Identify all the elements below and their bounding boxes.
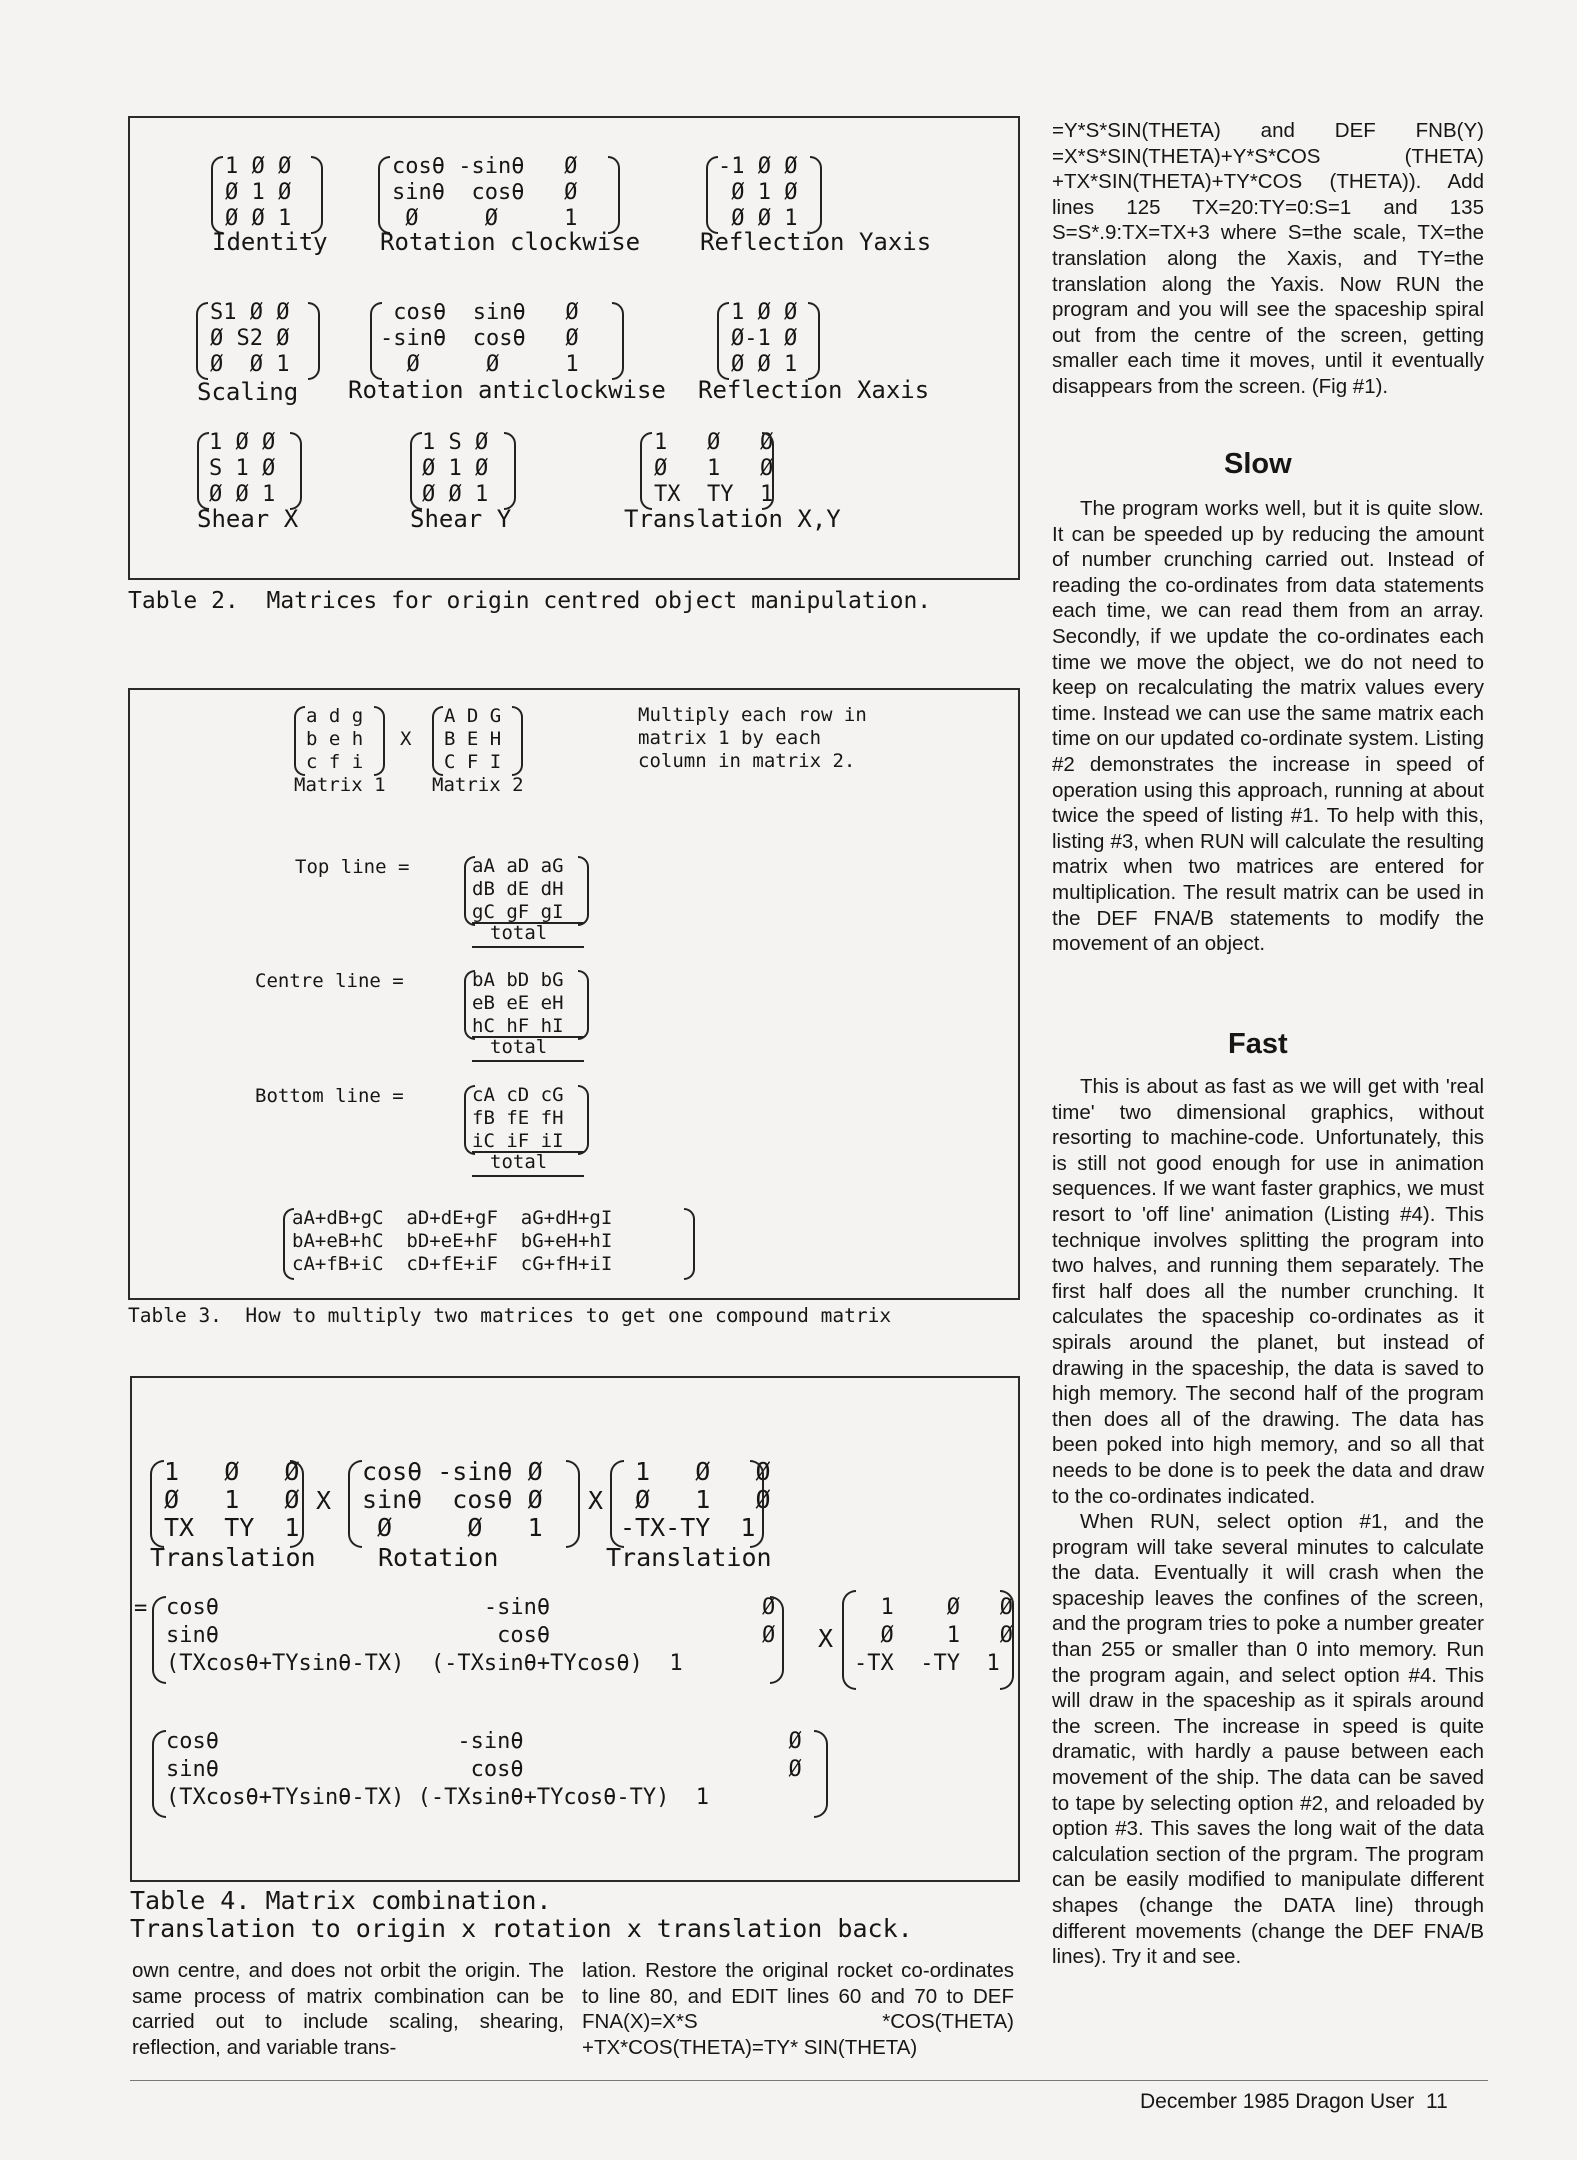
table2-caption: Table 2. Matrices for origin centred object manipulation. — [128, 588, 932, 614]
label-rotation: Rotation — [378, 1543, 499, 1572]
bracket — [566, 1460, 580, 1548]
bracket — [1000, 1590, 1014, 1690]
bracket — [152, 1730, 166, 1818]
matrix-rotation: cosθ -sinθ Ø sinθ cosθ Ø Ø Ø 1 — [362, 1457, 543, 1542]
times-sign: X — [400, 728, 412, 750]
page-footer: December 1985 Dragon User 11 — [1140, 2090, 1448, 2113]
fast-paragraphs: This is about as fast as we will get with 'real time' two dimensional graphics, without resorting to machine-code. Unfortunately, this is still not good enough for use in animation sequences. If we want faster graphics, we must resort to 'off line' animation (Listing #4). This technique involves splitting the program into two halves, and running them separately. The first half does all the number crunching. It calculates the spaceship co-ordinates as it spirals around the planet, but instead of drawing in the spaceship, the data is saved to high memory. The second half of the program then does all of the drawing. The data has been poked into high memory, and so all that needs to be done is to peek the data and draw to the co-ordinates indicated. When RUN, select option #1, and the program will take several minutes to calculate the data. Eventually it will crash when the spaceship leaves the confines of the screen, and the program tries to poke a number greater than 255 or smaller than 0 into memory. Run the program again, and select option #4. This will draw in the spaceship as it spirals around the screen. The increase in speed is quite dramatic, with hardly a pause between each movement of the ship. The data can be saved to tape by selecting option #2, and reloaded by option #3. This saves the long wait of the data calculation section of the prgram. The program can be easily modified to manipulate different shapes (change the DATA line) through different movements (change the DEF FNA/B lines). Try it and see. — [1052, 1075, 1484, 1969]
matrix-rotation-clockwise: cosθ -sinθ Ø sinθ cosθ Ø Ø Ø 1 — [392, 154, 578, 231]
bracket — [432, 706, 443, 776]
bracket — [640, 432, 652, 510]
times-sign: X — [588, 1486, 604, 1515]
bracket — [374, 706, 385, 776]
label-translation-xy: Translation X,Y — [624, 505, 841, 533]
bracket — [211, 156, 223, 234]
label-reflection-yaxis: Reflection Yaxis — [700, 228, 932, 256]
label-shear-x: Shear X — [197, 505, 299, 533]
table3-caption: Table 3. How to multiply two matrices to get one compound matrix — [128, 1304, 892, 1327]
table4-caption-2: Translation to origin x rotation x translation back. — [130, 1914, 913, 1943]
bracket — [197, 432, 209, 510]
centre-line-label: Centre line = — [255, 970, 404, 992]
bracket — [512, 706, 523, 776]
bracket — [717, 302, 729, 380]
bracket — [308, 302, 320, 380]
bracket — [290, 1460, 304, 1548]
top-line-label: Top line = — [295, 856, 410, 878]
bottom-line-matrix: cA cD cG fB fE fH iC iF iI — [472, 1084, 564, 1152]
label-scaling: Scaling — [197, 378, 299, 406]
final-matrix: cosθ -sinθ Ø sinθ cosθ Ø (TXcosθ+TYsinθ-TX) (-TXsinθ+TYcosθ-TY) 1 — [166, 1729, 802, 1810]
total-rule — [472, 946, 584, 948]
label-translation-1: Translation — [150, 1543, 316, 1572]
matrix-scaling: S1 Ø Ø Ø S2 Ø Ø Ø 1 — [210, 300, 290, 377]
bracket — [578, 856, 589, 926]
matrix-translation-to-origin: 1 Ø Ø Ø 1 Ø TX TY 1 — [164, 1457, 300, 1542]
bracket — [706, 156, 718, 234]
bracket — [378, 156, 390, 234]
bracket — [410, 432, 422, 510]
bracket — [578, 1085, 589, 1155]
label-translation-2: Translation — [606, 1543, 772, 1572]
heading-fast: Fast — [1228, 1028, 1288, 1060]
slow-paragraph: The program works well, but it is quite slow. It can be speeded up by reducing the amount of number crunching carried out. Instead of reading the co-ordinates from data statements each time, we can read them from an array. Secondly, if we update the co-ordinates each time we move the object, we do not need to keep on recalculating the matrix values every time. Instead we can use the same matrix each time on our updated co-ordinate system. Listing #2 demonstrates the increase in speed of operation using this approach, running at about twice the speed of listing #1. To help with this, listing #3, when RUN will calculate the resulting matrix when two matrices are entered for multiplication. The result matrix can be used in the DEF FNA/B statements to modify the movement of an object. — [1052, 497, 1484, 956]
matrix-identity: 1 Ø Ø Ø 1 Ø Ø Ø 1 — [225, 154, 292, 231]
matrix-shear-y: 1 S Ø Ø 1 Ø Ø Ø 1 — [422, 430, 489, 507]
matrix-shear-x: 1 Ø Ø S 1 Ø Ø Ø 1 — [209, 430, 276, 507]
times-sign: X — [818, 1624, 834, 1653]
total-rule — [472, 1060, 584, 1062]
matrix-translation-back: 1 Ø Ø Ø 1 Ø -TX-TY 1 — [620, 1457, 771, 1542]
top-line-matrix: aA aD aG dB dE dH gC gF gI — [472, 855, 564, 923]
bracket — [152, 1596, 166, 1684]
matrix-1: a d g b e h c f i — [306, 705, 364, 773]
bracket — [808, 302, 820, 380]
matrix-2-label: Matrix 2 — [432, 774, 524, 796]
bracket — [311, 156, 323, 234]
equals-sign: = — [134, 1596, 148, 1621]
total-rule — [472, 1175, 584, 1177]
bottom-left-text: own centre, and does not orbit the origin. The same process of matrix combination can be carried out to include scaling, shearing, reflection, and variable trans- — [132, 1959, 564, 2059]
bracket — [348, 1460, 362, 1548]
label-rotation-clockwise: Rotation clockwise — [380, 228, 641, 256]
bracket — [504, 432, 516, 510]
bracket — [684, 1208, 695, 1280]
matrix-translation-back-2: 1 Ø Ø Ø 1 Ø -TX -TY 1 — [854, 1595, 1013, 1676]
centre-line-total: total — [490, 1036, 548, 1058]
label-reflection-xaxis: Reflection Xaxis — [698, 376, 930, 404]
centre-line-matrix: bA bD bG eB eE eH hC hF hI — [472, 969, 564, 1037]
bracket — [150, 1460, 164, 1548]
bracket — [612, 302, 624, 380]
top-line-total: total — [490, 922, 548, 944]
matrix-translation-xy: 1 Ø Ø Ø 1 Ø TX TY 1 — [654, 430, 774, 507]
partial-product-matrix: cosθ -sinθ Ø sinθ cosθ Ø (TXcosθ+TYsinθ-TX) (-TXsinθ+TYcosθ) 1 — [166, 1595, 776, 1676]
table4-caption-1: Table 4. Matrix combination. — [130, 1886, 552, 1915]
matrix-reflection-xaxis: 1 Ø Ø Ø-1 Ø Ø Ø 1 — [731, 300, 798, 377]
bottom-middle-text: lation. Restore the original rocket co-ordinates to line 80, and EDIT lines 60 and 70 to DEF FNA(X)=X*S *COS(THETA) +TX*COS(THETA)=TY* SIN(THETA) — [582, 1959, 1014, 2059]
bracket — [750, 1460, 764, 1548]
matrix-2: A D G B E H C F I — [444, 705, 502, 773]
bracket — [578, 970, 589, 1040]
bracket — [762, 432, 774, 510]
bottom-line-label: Bottom line = — [255, 1085, 404, 1107]
bracket — [770, 1596, 784, 1684]
times-sign: X — [316, 1486, 332, 1515]
label-identity: Identity — [212, 228, 328, 256]
matrix-reflection-yaxis: -1 Ø Ø Ø 1 Ø Ø Ø 1 — [718, 154, 798, 231]
footer-rule — [130, 2080, 1488, 2081]
heading-slow: Slow — [1224, 448, 1292, 480]
bracket — [608, 156, 620, 234]
bracket — [810, 156, 822, 234]
bracket — [814, 1730, 828, 1818]
bracket — [196, 302, 208, 380]
result-matrix: aA+dB+gC aD+dE+gF aG+dH+gI bA+eB+hC bD+eE+hF bG+eH+hI cA+fB+iC cD+fE+iF cG+fH+iI — [292, 1207, 613, 1275]
bracket — [290, 432, 302, 510]
right-intro-text: =Y*S*SIN(THETA) and DEF FNB(Y) =X*S*SIN(THETA)+Y*S*COS (THETA) +TX*SIN(THETA)+TY*COS (THETA)). Add lines 125 TX=20:TY=0:S=1 and 135 S=S*.9:TX=TX+3 where S=the scale, TX=the translation along the Xaxis, and TY=the translation along the Yaxis. Now RUN the program and you will see the spaceship spiral out from the centre of the screen, getting smaller each time it moves, until it eventually disappears from the screen. (Fig #1). — [1052, 119, 1484, 398]
matrix-rotation-anticlockwise: cosθ sinθ Ø -sinθ cosθ Ø Ø Ø 1 — [380, 300, 579, 377]
label-shear-y: Shear Y — [410, 505, 512, 533]
label-rotation-anticlockwise: Rotation anticlockwise — [348, 376, 666, 404]
bracket — [294, 706, 305, 776]
matrix-1-label: Matrix 1 — [294, 774, 386, 796]
multiply-note: Multiply each row in matrix 1 by each column in matrix 2. — [638, 704, 867, 772]
bottom-line-total: total — [490, 1151, 548, 1173]
